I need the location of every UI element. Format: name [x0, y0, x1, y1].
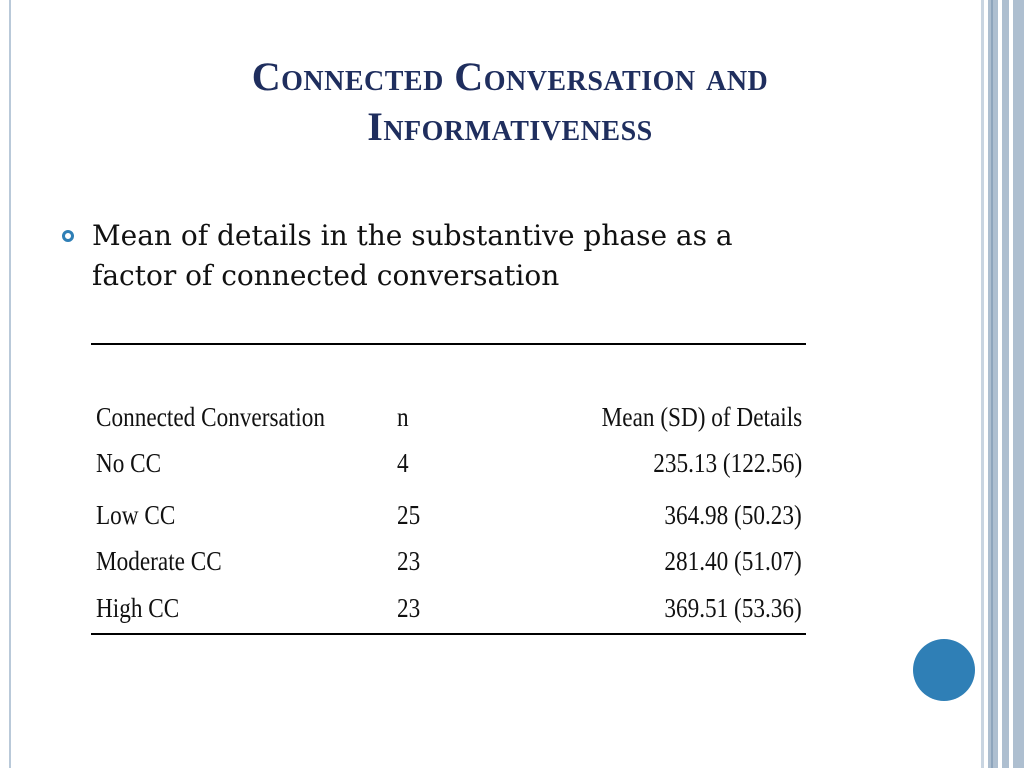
right-decorative-stripes [978, 0, 1024, 768]
table-row-n: 23 [397, 593, 421, 623]
table-bottom-rule [91, 633, 806, 635]
slide-title [100, 52, 920, 152]
table-row-label: Moderate CC [96, 546, 222, 576]
bullet-text-line-2: factor of connected conversation [92, 259, 560, 292]
bullet-text [92, 216, 832, 296]
table-row-label: Low CC [96, 500, 176, 530]
title-line-2: Informativeness [367, 104, 653, 149]
table-header-group: Connected Conversation [96, 402, 325, 432]
table-row-n: 4 [397, 448, 409, 478]
table-row-n: 23 [397, 546, 421, 576]
details-table [91, 343, 806, 635]
table-header-n: n [397, 402, 409, 432]
table-row-label: High CC [96, 593, 180, 623]
table-row-mean: 235.13 (122.56) [653, 448, 802, 478]
table-row-label: No CC [96, 448, 162, 478]
title-line-1: Connected Conversation and [251, 54, 769, 99]
table-top-rule [91, 343, 806, 345]
table-row-mean: 364.98 (50.23) [664, 500, 802, 530]
table-header-mean: Mean (SD) of Details [601, 402, 802, 432]
table-row-mean: 281.40 (51.07) [664, 546, 802, 576]
stripe-shade [991, 0, 993, 768]
blue-circle-decoration [913, 639, 975, 701]
bullet-text-line-1: Mean of details in the substantive phase as a [92, 219, 733, 252]
ring-bullet-icon [62, 230, 74, 242]
table-row-n: 25 [397, 500, 421, 530]
table-row-mean: 369.51 (53.36) [664, 593, 802, 623]
left-border-line [9, 0, 11, 768]
